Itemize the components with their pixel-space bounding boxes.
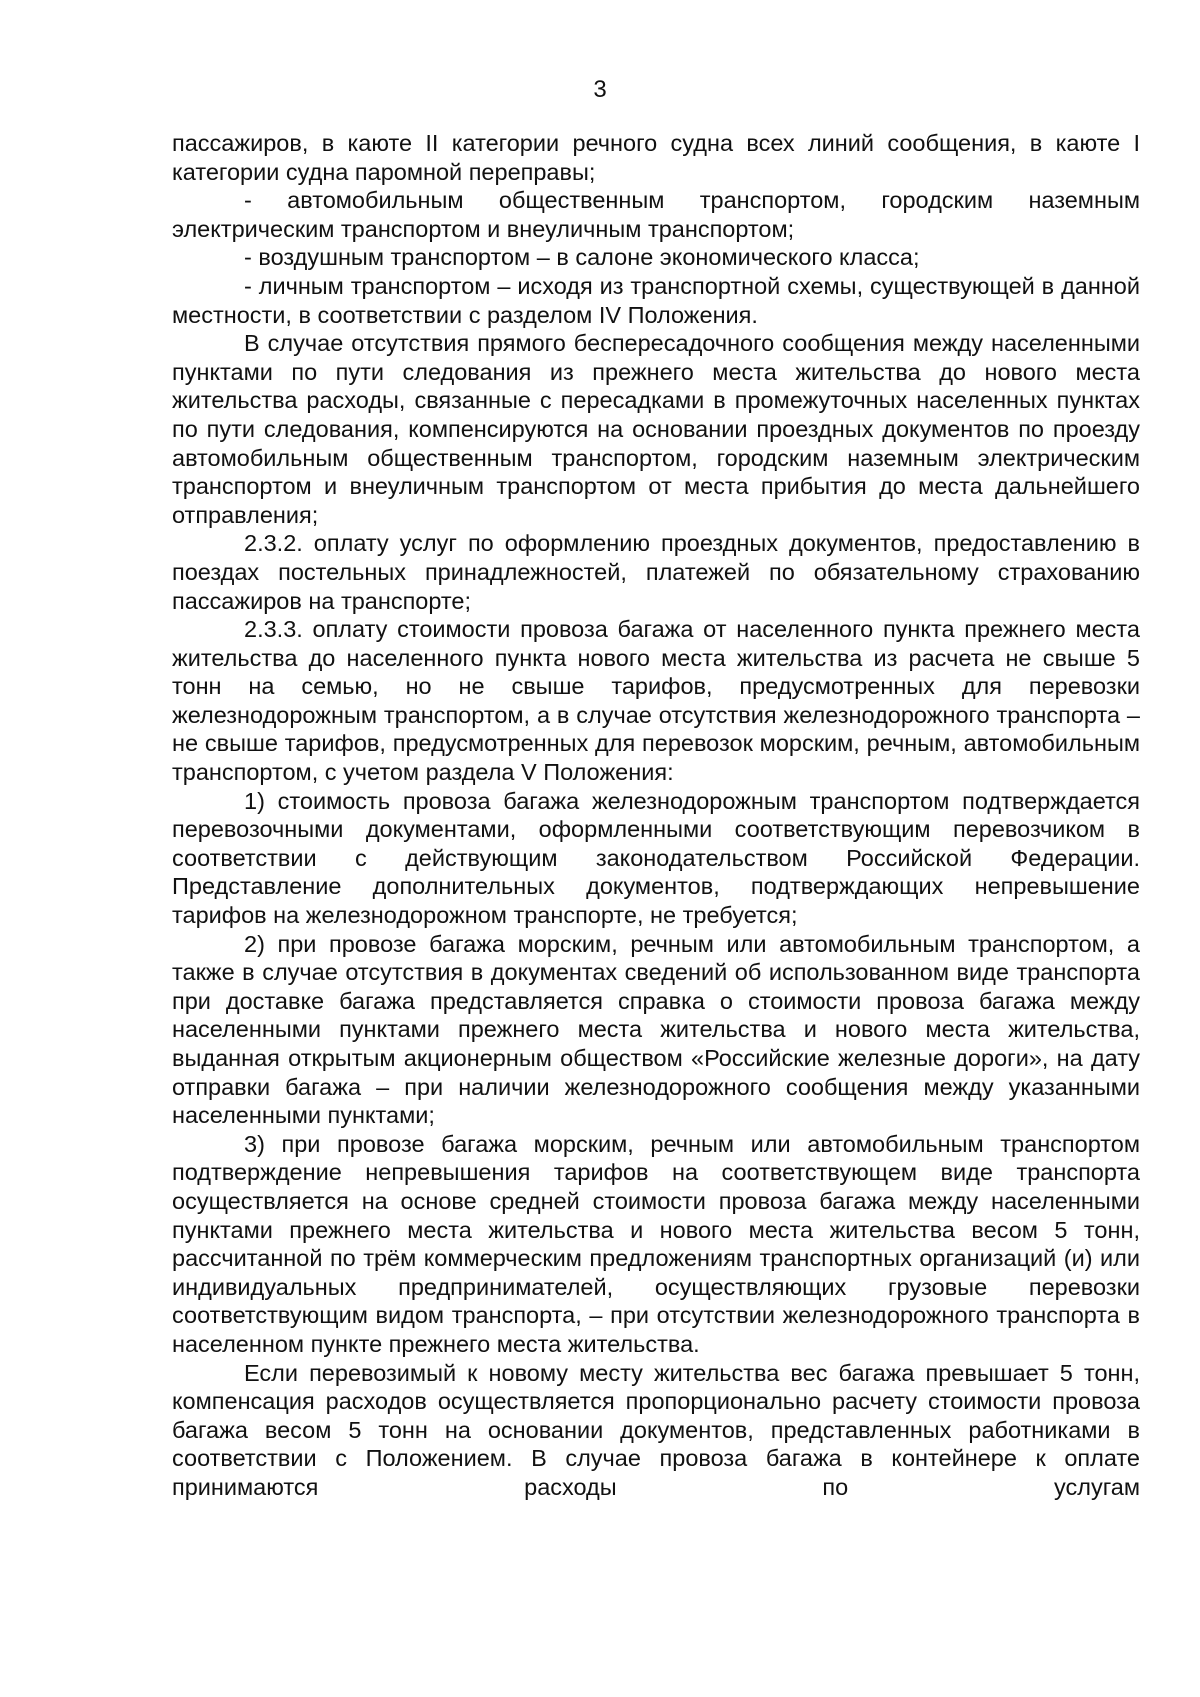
- paragraph: 1) стоимость провоза багажа железнодорожным транспортом подтверждается перевозочными документами, оформленными соответствующим перевозчиком в соответствии с действующим законодательством Российской Федерации. Представление дополнительных документов, подтверждающих непревышение тарифов на железнодорожном транспорте, не требуется;: [172, 787, 1140, 929]
- paragraph: 2.3.2. оплату услуг по оформлению проездных документов, предоставлению в поездах постельных принадлежностей, платежей по обязательному страхованию пассажиров на транспорте;: [172, 530, 1140, 614]
- paragraph: - личным транспортом – исходя из транспортной схемы, существующей в данной местности, в соответствии с разделом IV Положения.: [172, 272, 1140, 328]
- paragraph: пассажиров, в каюте II категории речного судна всех линий сообщения, в каюте I категории судна паромной переправы;: [172, 130, 1140, 185]
- paragraph: В случае отсутствия прямого беспересадочного сообщения между населенными пунктами по пути следования из прежнего места жительства до нового места жительства расходы, связанные с пересадками в промежуточных населенных пунктах по пути следования, компенсируются на основании проездных документов по проезду автомобильным общественным транспортом, городским наземным электрическим транспортом и внеуличным транспортом от места прибытия до места дальнейшего отправления;: [172, 330, 1140, 528]
- paragraph: 3) при провозе багажа морским, речным или автомобильным транспортом подтверждение непревышения тарифов на соответствующем виде транспорта осуществляется на основе средней стоимости провоза багажа между населенными пунктами прежнего места жительства и нового места жительства весом 5 тонн, рассчитанной по трём коммерческим предложениям транспортных организаций (и) или индивидуальных предпринимателей, осуществляющих грузовые перевозки соответствующим видом транспорта, – при отсутствии железнодорожного транспорта в населенном пункте прежнего места жительства.: [172, 1130, 1140, 1357]
- paragraph: 2) при провозе багажа морским, речным или автомобильным транспортом, а также в случае отсутствия в документах сведений об использованном виде транспорта при доставке багажа представляется справка о стоимости провоза багажа между населенными пунктами прежнего места жительства и нового места жительства, выданная открытым акционерным обществом «Российские железные дороги», на дату отправки багажа – при наличии железнодорожного сообщения между указанными населенными пунктами;: [172, 930, 1140, 1129]
- page-number: 3: [593, 76, 607, 103]
- document-body: [172, 129, 1140, 1502]
- paragraph: - воздушным транспортом – в салоне экономического класса;: [244, 244, 920, 271]
- paragraph: 2.3.3. оплату стоимости провоза багажа от населенного пункта прежнего места жительства до населенного пункта нового места жительства из расчета не свыше 5 тонн на семью, но не свыше тарифов, предусмотренных для перевозки железнодорожным транспортом, а в случае отсутствия железнодорожного транспорта – не свыше тарифов, предусмотренных для перевозок морским, речным, автомобильным транспортом, с учетом раздела V Положения:: [172, 616, 1140, 786]
- paragraph: Если перевозимый к новому месту жительства вес багажа превышает 5 тонн, компенсация расходов осуществляется пропорционально расчету стоимости провоза багажа весом 5 тонн на основании документов, представленных работниками в соответствии с Положением. В случае провоза багажа в контейнере к оплате принимаются расходы по услугам: [172, 1359, 1140, 1500]
- paragraph: - автомобильным общественным транспортом, городским наземным электрическим транспортом и внеуличным транспортом;: [172, 187, 1140, 242]
